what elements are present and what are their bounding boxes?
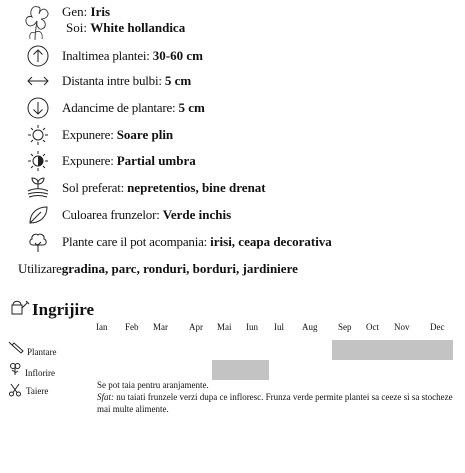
tree-icon xyxy=(26,230,50,254)
plantare-bar xyxy=(332,340,453,360)
plantare-label: Plantare xyxy=(27,347,57,357)
attr-label: Inaltimea plantei: xyxy=(62,48,153,63)
inflorire-label: Inflorire xyxy=(25,368,55,378)
ingrijire-heading xyxy=(8,298,94,321)
month-label: Dec xyxy=(430,322,445,332)
month-label: Mai xyxy=(217,322,232,332)
ingrijire-title: Ingrijire xyxy=(32,299,95,319)
month-label: Apr xyxy=(189,322,203,332)
utilizare-line xyxy=(18,261,298,277)
attr-label: Adancime de plantare: xyxy=(62,100,179,115)
attr-label: Expunere: xyxy=(62,127,117,142)
attr-label: Plante care il pot acompania: xyxy=(62,234,211,249)
month-label: Mar xyxy=(153,322,168,332)
arrow-down-circle-icon xyxy=(26,96,50,120)
gen-line xyxy=(62,4,110,20)
inflorire-row-label xyxy=(8,362,55,378)
sfat-label: Sfat: xyxy=(97,392,114,402)
month-label: Iun xyxy=(246,322,258,332)
flower-icon xyxy=(8,362,25,378)
arrow-up-circle-icon xyxy=(26,44,50,68)
note-line: Se pot taia pentru aranjamente. xyxy=(97,380,209,390)
partial-shade-icon xyxy=(26,149,50,173)
month-label: Ian xyxy=(96,322,108,332)
utilizare-label: Utilizare xyxy=(18,261,62,276)
month-label: Oct xyxy=(366,322,379,332)
trowel-icon xyxy=(8,341,27,357)
inflorire-bar xyxy=(212,360,269,380)
month-label: Aug xyxy=(302,322,318,332)
soil-sprout-icon xyxy=(26,175,50,199)
soi-line xyxy=(66,20,185,36)
attr-value: 30-60 cm xyxy=(152,48,203,63)
double-arrow-horizontal-icon xyxy=(26,69,50,93)
attr-label: Distanta intre bulbi: xyxy=(62,73,165,88)
attr-value: nepretentios, bine drenat xyxy=(127,180,266,195)
soi-value: White hollandica xyxy=(90,20,186,35)
utilizare-value: gradina, parc, ronduri, borduri, jardiniere xyxy=(61,261,298,276)
month-label: Nov xyxy=(394,322,410,332)
plantare-row-label xyxy=(8,341,57,357)
taiere-row-label xyxy=(8,383,48,399)
month-label: Sep xyxy=(338,322,352,332)
attr-value: Soare plin xyxy=(116,127,174,142)
attr-label: Expunere: xyxy=(62,153,117,168)
full-sun-icon xyxy=(26,123,50,147)
attr-value: 5 cm xyxy=(164,73,192,88)
taiere-note xyxy=(97,379,457,415)
month-label: Feb xyxy=(125,322,139,332)
attr-value: irisi, ceapa decorativa xyxy=(210,234,332,249)
attr-value: 5 cm xyxy=(178,100,205,115)
note-sfat xyxy=(97,391,457,415)
sfat-text: nu taiati frunzele verzi dupa ce infloresc. Frunza verde permite plantei sa ceeze si sa stocheze mai multe alimente. xyxy=(97,392,453,414)
gen-value: Iris xyxy=(90,4,111,19)
attr-value: Partial umbra xyxy=(116,153,196,168)
taiere-label: Taiere xyxy=(26,386,49,396)
attr-label: Culoarea frunzelor: xyxy=(62,207,163,222)
watering-can-icon xyxy=(8,298,30,321)
month-header xyxy=(0,322,465,336)
leaf-icon xyxy=(26,203,50,227)
month-label: Iul xyxy=(274,322,284,332)
plant-illustration xyxy=(20,3,56,41)
attr-label: Sol preferat: xyxy=(62,180,128,195)
gen-label: Gen: xyxy=(62,4,91,19)
soi-label: Soi: xyxy=(66,20,91,35)
attr-value: Verde inchis xyxy=(162,207,232,222)
scissors-icon xyxy=(8,383,25,399)
